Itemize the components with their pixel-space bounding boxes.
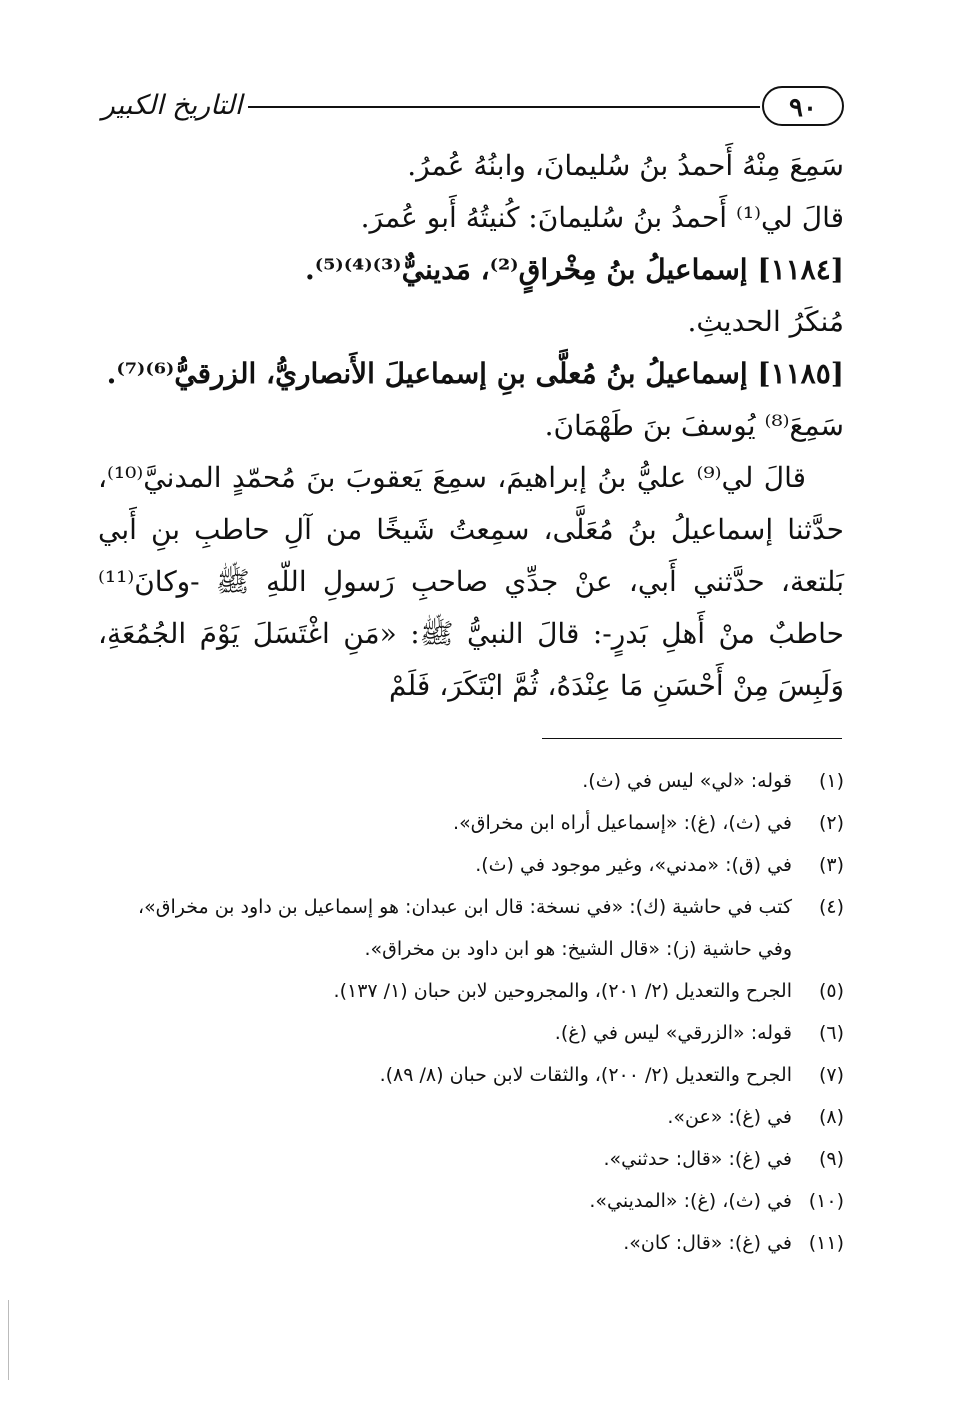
text-line: سَمِعَ⁽⁸⁾ يُوسفَ بنَ طَهْمَانَ. [544, 409, 844, 442]
footnote [98, 760, 844, 802]
text-line: سَمِعَ مِنْهُ أَحمدُ بنُ سُليمانَ، وابنُهُ عُمرُ. [407, 149, 844, 182]
footnote-text: قوله: «الزرقي» ليس في (غ). [554, 1022, 792, 1044]
footnote [98, 844, 844, 886]
footnote-text: في (ث)، (غ): «إسماعيل أراه ابن مخراق». [453, 812, 792, 834]
page-header [98, 82, 844, 134]
footnote [98, 1222, 844, 1264]
footnote-number: (٤) [818, 896, 844, 918]
footnote-text: في (ث)، (غ): «المديني». [589, 1190, 792, 1212]
footnote-number: (١) [818, 770, 844, 792]
header-rule [248, 106, 760, 108]
footnote [98, 970, 844, 1012]
hadith-paragraph: قالَ لي⁽⁹⁾ عليُّ بنُ إبراهيمَ، سمِعَ يَعقوبَ بنَ مُحمّدٍ المدنيَّ⁽¹⁰⁾، حدَّثنا إسماعيلُ بنُ مُعَلَّى، سمِعتُ شَيخًا من آلِ حاطبِ بنِ أَبي بَلتعة، حدَّثني أَبي، عنْ جدِّي صاحبِ رَسولِ اللّهِ ﷺ -وكانَ⁽¹¹⁾ حاطبٌ منْ أَهلِ بَدرٍ-: قالَ النبيُّ ﷺ: «مَنِ اغْتَسَلَ يَوْمَ الجُمُعَةِ، وَلَبِسَ مِنْ أَحْسَنِ مَا عِنْدَهُ، ثُمَّ ابْتَكَرَ، فَلَمْ [98, 461, 844, 702]
footnote-text: في (غ): «عن». [667, 1106, 792, 1128]
footnote-number: (٧) [818, 1064, 844, 1086]
footnote-text: الجرح والتعديل (٢/ ٢٠٠)، والثقات لابن حبان (٨/ ٨٩). [379, 1064, 792, 1086]
scan-margin-line [8, 1300, 9, 1380]
page-number: ٩٠ [762, 86, 844, 126]
footnotes [98, 760, 844, 1264]
footnote-text: كتب في حاشية (ك): «في نسخة: قال ابن عبدان: هو إسماعيل بن داود بن مخراق»، وفي حاشية (ز): «قال الشيخ: هو ابن داود بن مخراق». [137, 896, 792, 960]
footnote-text: في (غ): «قال: حدثني». [603, 1148, 792, 1170]
footnote [98, 1012, 844, 1054]
footnote-number: (٨) [818, 1106, 844, 1128]
footnote-text: في (ق): «مدني»، وغير موجود في (ث). [475, 854, 792, 876]
entry-heading-1184: [١١٨٤] إسماعيلُ بنُ مِخْراقٍ⁽²⁾، مَدينيٌّ⁽³⁾⁽⁴⁾⁽⁵⁾. [305, 253, 844, 286]
text-line: قالَ لي⁽¹⁾ أَحمدُ بنُ سُليمانَ: كُنيتُهُ أَبو عُمرَ. [360, 201, 844, 234]
footnote-number: (٥) [818, 980, 844, 1002]
footnote [98, 886, 844, 970]
book-title: التاريخ الكبير [101, 90, 243, 121]
footnote-text: الجرح والتعديل (٢/ ٢٠١)، والمجروحين لابن حبان (١/ ١٣٧). [333, 980, 792, 1002]
footnote-text: قوله: «لي» ليس في (ث). [582, 770, 792, 792]
footnote-number: (٦) [818, 1022, 844, 1044]
footnote-number: (٢) [818, 812, 844, 834]
footnote-number: (١١) [808, 1232, 844, 1254]
footnote [98, 1054, 844, 1096]
footnote [98, 1138, 844, 1180]
entry-heading-1185: [١١٨٥] إسماعيلُ بنُ مُعلَّى بنِ إسماعيلَ الأَنصاريُّ، الزرقيُّ⁽⁶⁾⁽⁷⁾. [106, 357, 844, 390]
footnote-text: في (غ): «قال: كان». [623, 1232, 792, 1254]
main-text [98, 140, 844, 712]
footnote [98, 1096, 844, 1138]
footnote-number: (٩) [818, 1148, 844, 1170]
footnote [98, 802, 844, 844]
footnote-number: (١٠) [808, 1190, 844, 1212]
text-line: مُنكَرُ الحديثِ. [687, 305, 844, 338]
footnote-number: (٣) [818, 854, 844, 876]
footnote [98, 1180, 844, 1222]
footnote-separator [542, 738, 842, 739]
